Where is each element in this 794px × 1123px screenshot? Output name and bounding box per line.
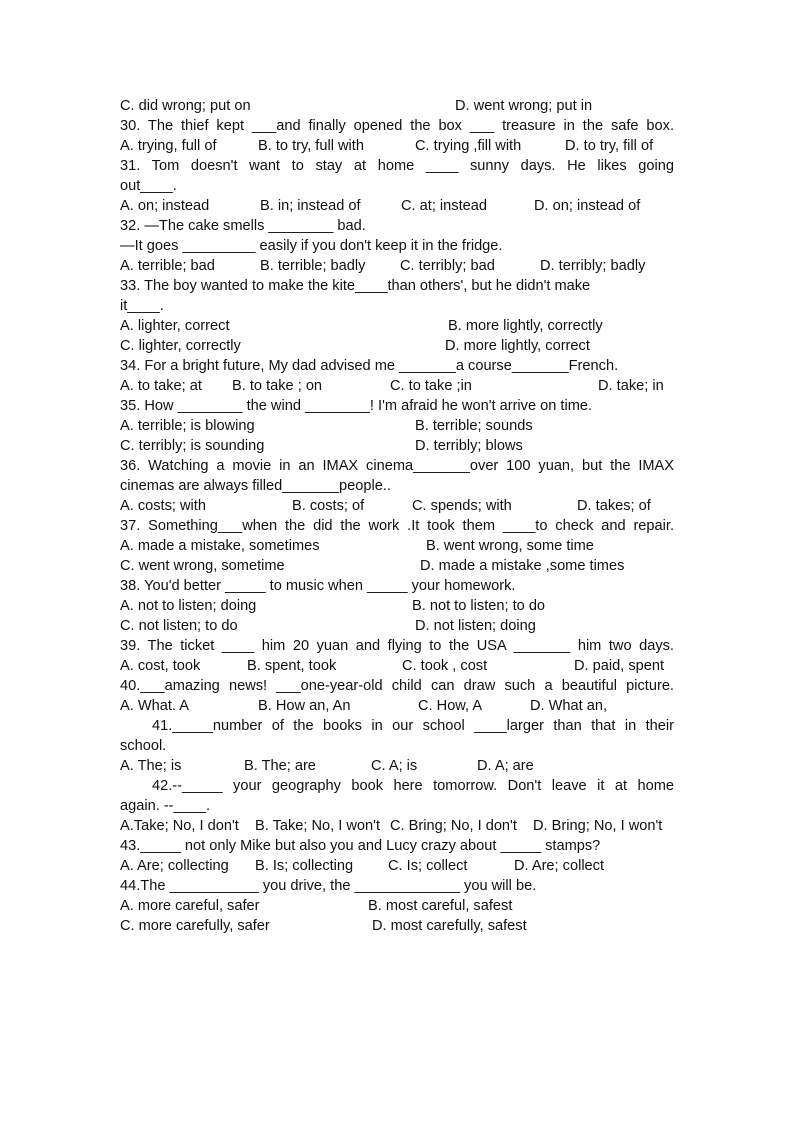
option-a: A. on; instead: [120, 198, 210, 214]
question-39: 39. The ticket ____ him 20 yuan and flying to the USA _______ him two days.: [120, 638, 674, 654]
option-b: B. How an, An: [258, 698, 351, 714]
option-d: D. on; instead of: [534, 198, 641, 214]
option-d: D. to try, fill of: [565, 138, 654, 154]
option-a: A. costs; with: [120, 498, 206, 514]
option-b: B. to try, full with: [258, 138, 364, 154]
question-34: 34. For a bright future, My dad advised me _______a course_______French.: [120, 358, 619, 374]
options-line: [120, 196, 674, 216]
option-c: C. terribly; is sounding: [120, 438, 265, 454]
option-d: D. paid, spent: [574, 658, 665, 674]
option-b: B. Is; collecting: [255, 858, 354, 874]
option-b: B. went wrong, some time: [426, 538, 594, 554]
question-32-cont: —It goes _________ easily if you don't keep it in the fridge.: [120, 238, 503, 254]
question-33: 33. The boy wanted to make the kite____than others', but he didn't make: [120, 278, 591, 294]
option-c: C. went wrong, sometime: [120, 558, 285, 574]
option-d: D. made a mistake ,some times: [420, 558, 625, 574]
option-d: D. more lightly, correct: [445, 338, 590, 354]
option-c: C. trying ,fill with: [415, 138, 522, 154]
option-c: C. took , cost: [402, 658, 488, 674]
option-d: D. not listen; doing: [415, 618, 536, 634]
option-c: C. Bring; No, I don't: [390, 818, 517, 834]
options-line: [120, 96, 674, 116]
options-line: [120, 596, 674, 616]
question-40: 40.___amazing news! ___one-year-old child can draw such a beautiful picture.: [120, 678, 674, 694]
option-d: D. takes; of: [577, 498, 651, 514]
option-a: A. made a mistake, sometimes: [120, 538, 320, 554]
option: D. went wrong; put in: [455, 98, 593, 114]
option-a: A. lighter, correct: [120, 318, 230, 334]
option-c: C. How, A: [418, 698, 483, 714]
question-31-cont: out____.: [120, 178, 177, 194]
question-35: 35. How ________ the wind ________! I'm afraid he won't arrive on time.: [120, 398, 593, 414]
options-line: [120, 756, 674, 776]
option-c: C. lighter, correctly: [120, 338, 241, 354]
option-d: D. terribly; blows: [415, 438, 523, 454]
options-line: [120, 336, 674, 356]
option-c: C. spends; with: [412, 498, 512, 514]
option-c: C. A; is: [371, 758, 418, 774]
options-line: [120, 616, 674, 636]
question-41-cont: school.: [120, 738, 167, 754]
question-37: 37. Something___when the did the work .It took them ____to check and repair.: [120, 518, 674, 534]
option-b: B. terrible; badly: [260, 258, 366, 274]
option-a: A. terrible; is blowing: [120, 418, 255, 434]
option-b: B. more lightly, correctly: [448, 318, 603, 334]
option-a: A. not to listen; doing: [120, 598, 257, 614]
question-42: 42.--_____ your geography book here tomorrow. Don't leave it at home: [152, 778, 674, 794]
question-43: 43._____ not only Mike but also you and Lucy crazy about _____ stamps?: [120, 838, 601, 854]
question-32: 32. —The cake smells ________ bad.: [120, 218, 366, 234]
option-c: C. terribly; bad: [400, 258, 495, 274]
option: C. did wrong; put on: [120, 98, 251, 114]
question-41: 41._____number of the books in our school ____larger than that in their: [152, 718, 674, 734]
option-a: A. more careful, safer: [120, 898, 260, 914]
option-b: B. Take; No, I won't: [255, 818, 381, 834]
question-36: 36. Watching a movie in an IMAX cinema_______over 100 yuan, but the IMAX: [120, 458, 674, 474]
option-c: C. at; instead: [401, 198, 487, 214]
option-b: B. costs; of: [292, 498, 365, 514]
option-d: D. Are; collect: [514, 858, 605, 874]
option-b: B. spent, took: [247, 658, 337, 674]
option-a: A. trying, full of: [120, 138, 217, 154]
option-d: D. take; in: [598, 378, 664, 394]
question-42-cont: again. --____.: [120, 798, 211, 814]
options-line: [120, 376, 674, 396]
option-a: A. What. A: [120, 698, 189, 714]
option-c: C. more carefully, safer: [120, 918, 270, 934]
option-a: A. cost, took: [120, 658, 201, 674]
options-line: [120, 136, 674, 156]
options-line: [120, 416, 674, 436]
option-d: D. Bring; No, I won't: [533, 818, 663, 834]
option-d: D. most carefully, safest: [372, 918, 527, 934]
options-line: [120, 536, 674, 556]
option-b: B. in; instead of: [260, 198, 361, 214]
option-b: B. The; are: [244, 758, 316, 774]
option-c: C. Is; collect: [388, 858, 468, 874]
options-line: [120, 896, 674, 916]
option-d: D. What an,: [530, 698, 608, 714]
options-line: [120, 856, 674, 876]
options-line: [120, 916, 674, 936]
option-b: B. terrible; sounds: [415, 418, 533, 434]
question-36-cont: cinemas are always filled_______people..: [120, 478, 391, 494]
option-b: B. not to listen; to do: [412, 598, 546, 614]
options-line: [120, 656, 674, 676]
option-a: A. terrible; bad: [120, 258, 215, 274]
question-38: 38. You'd better _____ to music when _____ your homework.: [120, 578, 516, 594]
option-a: A. to take; at: [120, 378, 202, 394]
question-31: 31. Tom doesn't want to stay at home ____ sunny days. He likes going: [120, 158, 674, 174]
options-line: [120, 316, 674, 336]
option-c: C. not listen; to do: [120, 618, 238, 634]
options-line: [120, 556, 674, 576]
options-line: [120, 256, 674, 276]
option-d: D. terribly; badly: [540, 258, 646, 274]
option-b: B. most careful, safest: [368, 898, 513, 914]
option-c: C. to take ;in: [390, 378, 472, 394]
option-d: D. A; are: [477, 758, 534, 774]
question-33-cont: it____.: [120, 298, 164, 314]
options-line: [120, 816, 674, 836]
option-a: A. The; is: [120, 758, 182, 774]
options-line: [120, 496, 674, 516]
options-line: [120, 696, 674, 716]
options-line: [120, 436, 674, 456]
question-30: 30. The thief kept ___and finally opened the box ___ treasure in the safe box.: [120, 118, 674, 134]
option-a: A.Take; No, I don't: [120, 818, 239, 834]
option-a: A. Are; collecting: [120, 858, 229, 874]
question-44: 44.The ___________ you drive, the _____________ you will be.: [120, 878, 537, 894]
option-b: B. to take ; on: [232, 378, 323, 394]
